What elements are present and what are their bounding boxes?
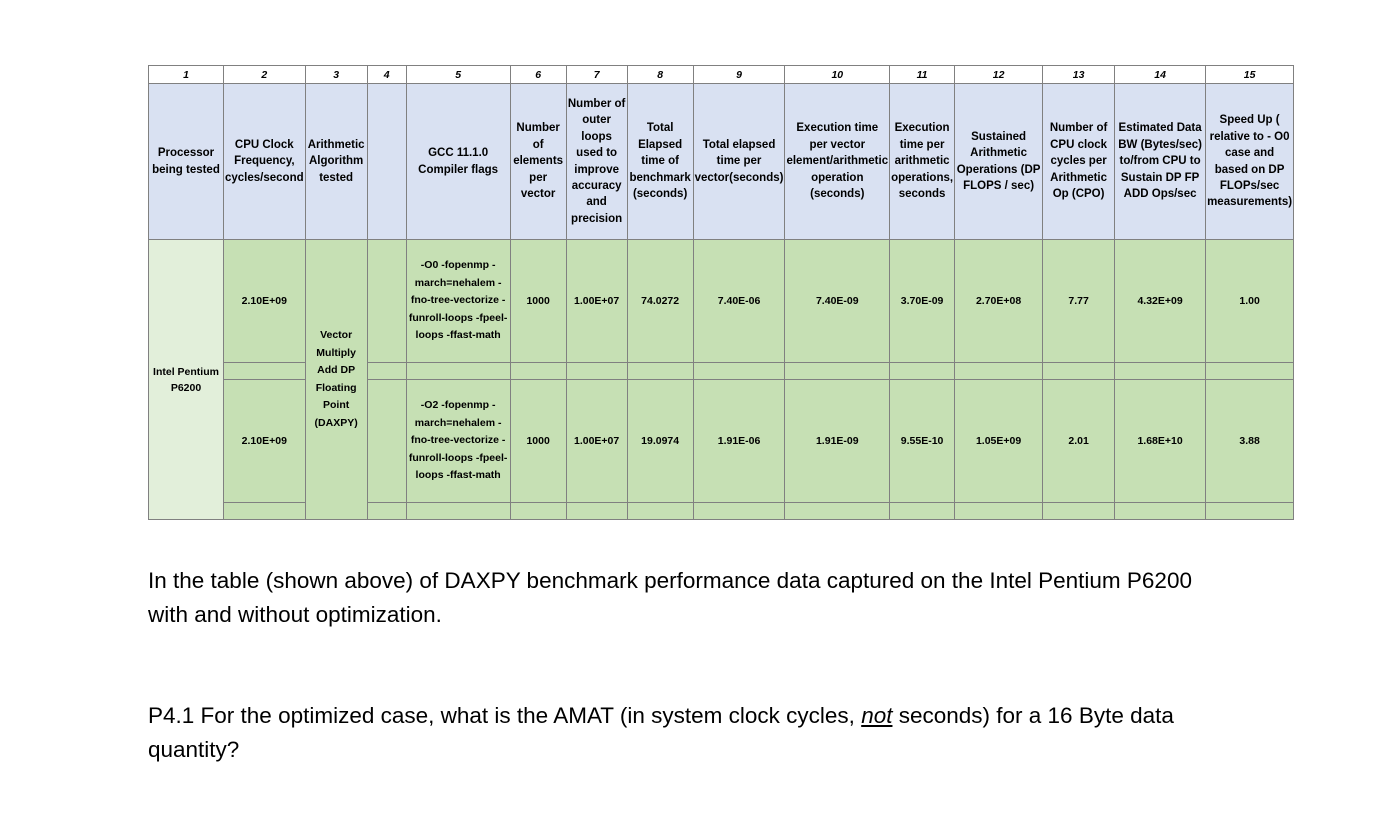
blank-cell — [367, 380, 406, 503]
header-total-time: Total Elapsed time of benchmark (seconds) — [627, 84, 693, 240]
clock-cell: 2.10E+09 — [224, 240, 306, 363]
flags-cell: -O2 -fopenmp -march=nehalem -fno-tree-vectorize -funroll-loops -fpeel-loops -ffast-math — [406, 380, 510, 503]
question-text-before: P4.1 For the optimized case, what is the AMAT (in system clock cycles, — [148, 703, 862, 728]
col-number: 4 — [367, 66, 406, 84]
col-number: 11 — [890, 66, 955, 84]
speedup-cell: 1.00 — [1206, 240, 1294, 363]
header-speedup: Speed Up ( relative to - O0 case and based on DP FLOPs/sec measurements) — [1206, 84, 1294, 240]
blank-cell — [367, 240, 406, 363]
header-time-per-vector: Total elapsed time per vector(seconds) — [693, 84, 785, 240]
time-per-element-cell: 1.91E-09 — [785, 380, 890, 503]
col-number: 10 — [785, 66, 890, 84]
header-time-per-op: Execution time per arithmetic operations, seconds — [890, 84, 955, 240]
col-number: 14 — [1115, 66, 1206, 84]
flags-cell: -O0 -fopenmp -march=nehalem -fno-tree-vectorize -funroll-loops -fpeel-loops -ffast-math — [406, 240, 510, 363]
flops-cell: 1.05E+09 — [955, 380, 1043, 503]
time-per-op-cell: 3.70E-09 — [890, 240, 955, 363]
col-number: 6 — [510, 66, 566, 84]
outer-loops-cell: 1.00E+07 — [566, 240, 627, 363]
total-time-cell: 74.0272 — [627, 240, 693, 363]
col-number: 12 — [955, 66, 1043, 84]
elements-cell: 1000 — [510, 240, 566, 363]
column-number-row — [149, 66, 1294, 84]
col-number: 5 — [406, 66, 510, 84]
col-number: 7 — [566, 66, 627, 84]
col-number: 9 — [693, 66, 785, 84]
header-processor: Processor being tested — [149, 84, 224, 240]
processor-cell: Intel Pentium P6200 — [149, 240, 224, 520]
header-bandwidth: Estimated Data BW (Bytes/sec) to/from CPU to Sustain DP FP ADD Ops/sec — [1115, 84, 1206, 240]
outer-loops-cell: 1.00E+07 — [566, 380, 627, 503]
bandwidth-cell: 4.32E+09 — [1115, 240, 1206, 363]
cpo-cell: 2.01 — [1043, 380, 1115, 503]
cpo-cell: 7.77 — [1043, 240, 1115, 363]
table-row — [149, 240, 1294, 363]
header-cpo: Number of CPU clock cycles per Arithmetic Op (CPO) — [1043, 84, 1115, 240]
header-clock: CPU Clock Frequency, cycles/second — [224, 84, 306, 240]
time-per-vector-cell: 1.91E-06 — [693, 380, 785, 503]
time-per-element-cell: 7.40E-09 — [785, 240, 890, 363]
header-time-per-element: Execution time per vector element/arithmetic operation (seconds) — [785, 84, 890, 240]
col-number: 15 — [1206, 66, 1294, 84]
daxpy-benchmark-table — [148, 65, 1294, 520]
header-algorithm: Arithmetic Algorithm tested — [305, 84, 367, 240]
speedup-cell: 3.88 — [1206, 380, 1294, 503]
question-paragraph — [148, 699, 1248, 767]
total-time-cell: 19.0974 — [627, 380, 693, 503]
col-number: 1 — [149, 66, 224, 84]
header-flags: GCC 11.1.0 Compiler flags — [406, 84, 510, 240]
clock-cell: 2.10E+09 — [224, 380, 306, 503]
col-number: 8 — [627, 66, 693, 84]
time-per-vector-cell: 7.40E-06 — [693, 240, 785, 363]
question-emphasis: not — [861, 703, 893, 728]
header-row — [149, 84, 1294, 240]
header-blank — [367, 84, 406, 240]
algorithm-cell: Vector Multiply Add DP Floating Point (DAXPY) — [305, 240, 367, 520]
time-per-op-cell: 9.55E-10 — [890, 380, 955, 503]
col-number: 13 — [1043, 66, 1115, 84]
header-flops: Sustained Arithmetic Operations (DP FLOPS / sec) — [955, 84, 1043, 240]
question-text-after: seconds) for a 16 Byte data quantity? — [148, 703, 1174, 762]
bandwidth-cell: 1.68E+10 — [1115, 380, 1206, 503]
header-outer-loops: Number of outer loops used to improve accuracy and precision — [566, 84, 627, 240]
intro-paragraph: In the table (shown above) of DAXPY benchmark performance data captured on the Intel Pentium P6200 with and without optimization. — [148, 568, 1192, 627]
col-number: 2 — [224, 66, 306, 84]
flops-cell: 2.70E+08 — [955, 240, 1043, 363]
col-number: 3 — [305, 66, 367, 84]
elements-cell: 1000 — [510, 380, 566, 503]
header-elements: Number of elements per vector — [510, 84, 566, 240]
